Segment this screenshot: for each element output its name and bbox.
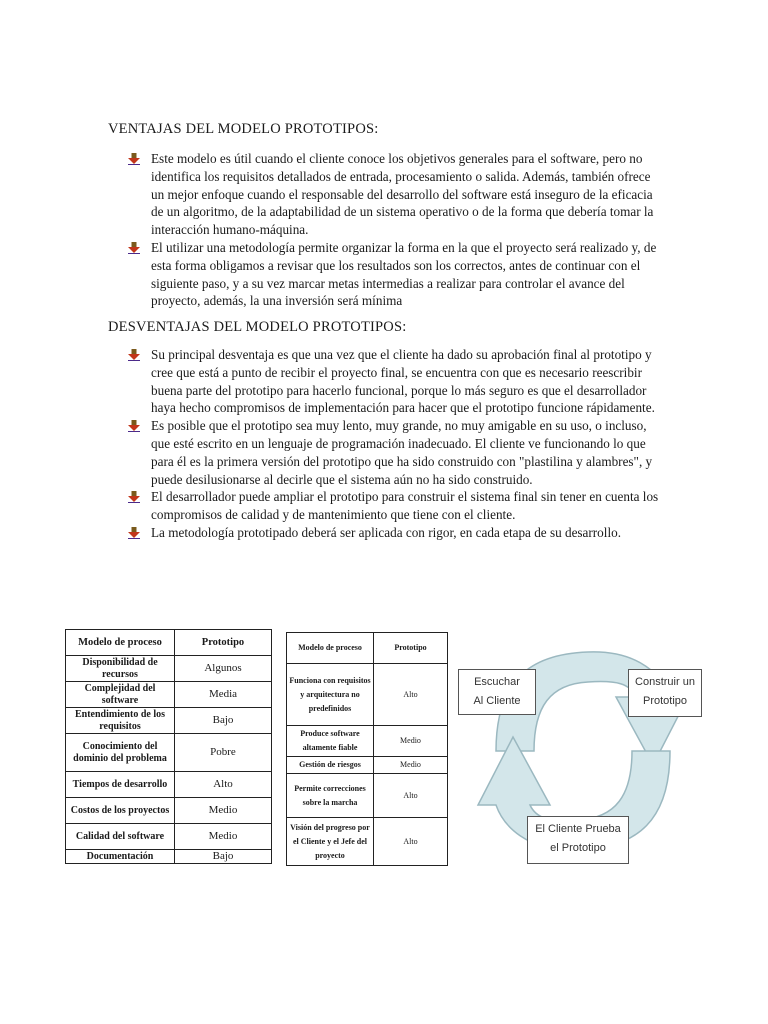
table-header-cell: Prototipo: [374, 633, 448, 664]
step-construir-line1: Construir un: [635, 676, 695, 688]
table-cell: Tiempos de desarrollo: [66, 772, 175, 798]
table-cell: Produce software altamente fiable: [287, 726, 374, 757]
arrow-down-bullet-icon: [128, 153, 140, 165]
table-cell: Permite correcciones sobre la marcha: [287, 774, 374, 818]
arrow-down-bullet-icon: [128, 491, 140, 503]
table-cell: Bajo: [175, 850, 272, 864]
table-cell: Entendimiento de los requisitos: [66, 708, 175, 734]
ventajas-item-text: El utilizar una metodología permite organizar la forma en la que el proyecto será realizado y, de esta forma obligamos a revisar que los resultados son los correctos, antes de continuar con el siguiente paso, y a su vez marcar metas intermedias a realizar para controlar el avance del proyecto, además, la una inversión será mínima: [151, 239, 657, 309]
step-escuchar-line2: Al Cliente: [473, 695, 521, 707]
list-item: [128, 417, 663, 488]
table-cell: Pobre: [175, 734, 272, 772]
table-row: [287, 726, 448, 757]
arrow-down-bullet-icon: [128, 527, 140, 539]
table-cell: Alto: [374, 664, 448, 726]
comparison-table-2: [286, 632, 448, 866]
table-cell: Alto: [374, 774, 448, 818]
table-cell: Disponibilidad de recursos: [66, 656, 175, 682]
table-cell: Gestión de riesgos: [287, 757, 374, 774]
desventajas-item-text: El desarrollador puede ampliar el prototipo para construir el sistema final sin tener en cuenta los compromisos de calidad y de mantenimiento que tiene con el cliente.: [151, 489, 659, 523]
step-construir-line2: Prototipo: [642, 695, 688, 707]
ventajas-item-text: Este modelo es útil cuando el cliente conoce los objetivos generales para el software, pero no identifica los requisitos detallados de entrada, procesamiento o salida. Además, también ofrece un mejor enfoque cuando el responsable del desarrollo del software está inseguro de la eficacia de un algoritmo, de la adaptabilidad de un sistema operativo o de la forma que debería tomar la interacción humano-máquina.: [151, 151, 654, 238]
desventajas-list: [128, 346, 663, 542]
table-row: [66, 682, 272, 708]
table-row: [287, 664, 448, 726]
step-construir-prototipo: [628, 669, 702, 717]
table-cell: Visión del progreso por el Cliente y el Jefe del proyecto: [287, 818, 374, 866]
table-cell: Alto: [374, 818, 448, 866]
table-row: [66, 798, 272, 824]
table-header-row: [287, 633, 448, 664]
table-row: [66, 850, 272, 864]
table-row: [287, 757, 448, 774]
table-header-cell: Modelo de proceso: [287, 633, 374, 664]
table-header-cell: Modelo de proceso: [66, 630, 175, 656]
table-cell: Documentación: [66, 850, 175, 864]
table-row: [287, 774, 448, 818]
list-item: [128, 346, 663, 417]
table-cell: Conocimiento del dominio del problema: [66, 734, 175, 772]
arrow-down-bullet-icon: [128, 420, 140, 432]
table-cell: Complejidad del software: [66, 682, 175, 708]
arrow-down-bullet-icon: [128, 242, 140, 254]
step-cliente-prueba: [527, 816, 629, 864]
list-item: [128, 239, 663, 310]
table-cell: Media: [175, 682, 272, 708]
step-prueba-line1: El Cliente Prueba: [535, 823, 621, 835]
table-cell: Algunos: [175, 656, 272, 682]
list-item: [128, 524, 663, 542]
table-header-row: [66, 630, 272, 656]
table-row: [287, 818, 448, 866]
table-row: [66, 772, 272, 798]
table-cell: Calidad del software: [66, 824, 175, 850]
table-header-cell: Prototipo: [175, 630, 272, 656]
table-row: [66, 708, 272, 734]
ventajas-list: [128, 150, 663, 310]
prototype-cycle-diagram: [458, 622, 708, 872]
list-item: [128, 150, 663, 239]
table-cell: Medio: [374, 726, 448, 757]
table-cell: Medio: [175, 824, 272, 850]
table-cell: Alto: [175, 772, 272, 798]
ventajas-heading: VENTAJAS DEL MODELO PROTOTIPOS:: [108, 121, 379, 137]
step-prueba-line2: el Prototipo: [550, 842, 606, 854]
table-cell: Funciona con requisitos y arquitectura no predefinidos: [287, 664, 374, 726]
arrow-down-bullet-icon: [128, 349, 140, 361]
table-row: [66, 734, 272, 772]
step-escuchar-cliente: [458, 669, 536, 715]
table-cell: Costos de los proyectos: [66, 798, 175, 824]
desventajas-item-text: Su principal desventaja es que una vez que el cliente ha dado su aprobación final al prototipo y cree que está a punto de recibir el proyecto final, se encuentra con que es necesario reescribir buena parte del prototipo para hacerlo funcional, porque lo más seguro es que el desarrollador haya hecho compromisos de implementación para hacer que el prototipo funcione rápidamente.: [151, 347, 655, 416]
table-cell: Bajo: [175, 708, 272, 734]
table-row: [66, 656, 272, 682]
table-cell: Medio: [175, 798, 272, 824]
table-cell: Medio: [374, 757, 448, 774]
step-escuchar-line1: Escuchar: [474, 676, 520, 688]
comparison-table-1: [65, 629, 272, 864]
desventajas-heading: DESVENTAJAS DEL MODELO PROTOTIPOS:: [108, 319, 407, 335]
desventajas-item-text: Es posible que el prototipo sea muy lento, muy grande, no muy amigable en su uso, o incluso, que esté escrito en un lenguaje de programación inadecuado. El cliente ve funcionando lo que para él es la primera versión del prototipo que ha sido construido con "plastilina y alambres", y puede desilusionarse al decirle que el sistema aún no ha sido construido.: [151, 418, 653, 487]
list-item: [128, 488, 663, 524]
desventajas-item-text: La metodología prototipado deberá ser aplicada con rigor, en cada etapa de su desarrollo.: [151, 524, 621, 540]
table-row: [66, 824, 272, 850]
